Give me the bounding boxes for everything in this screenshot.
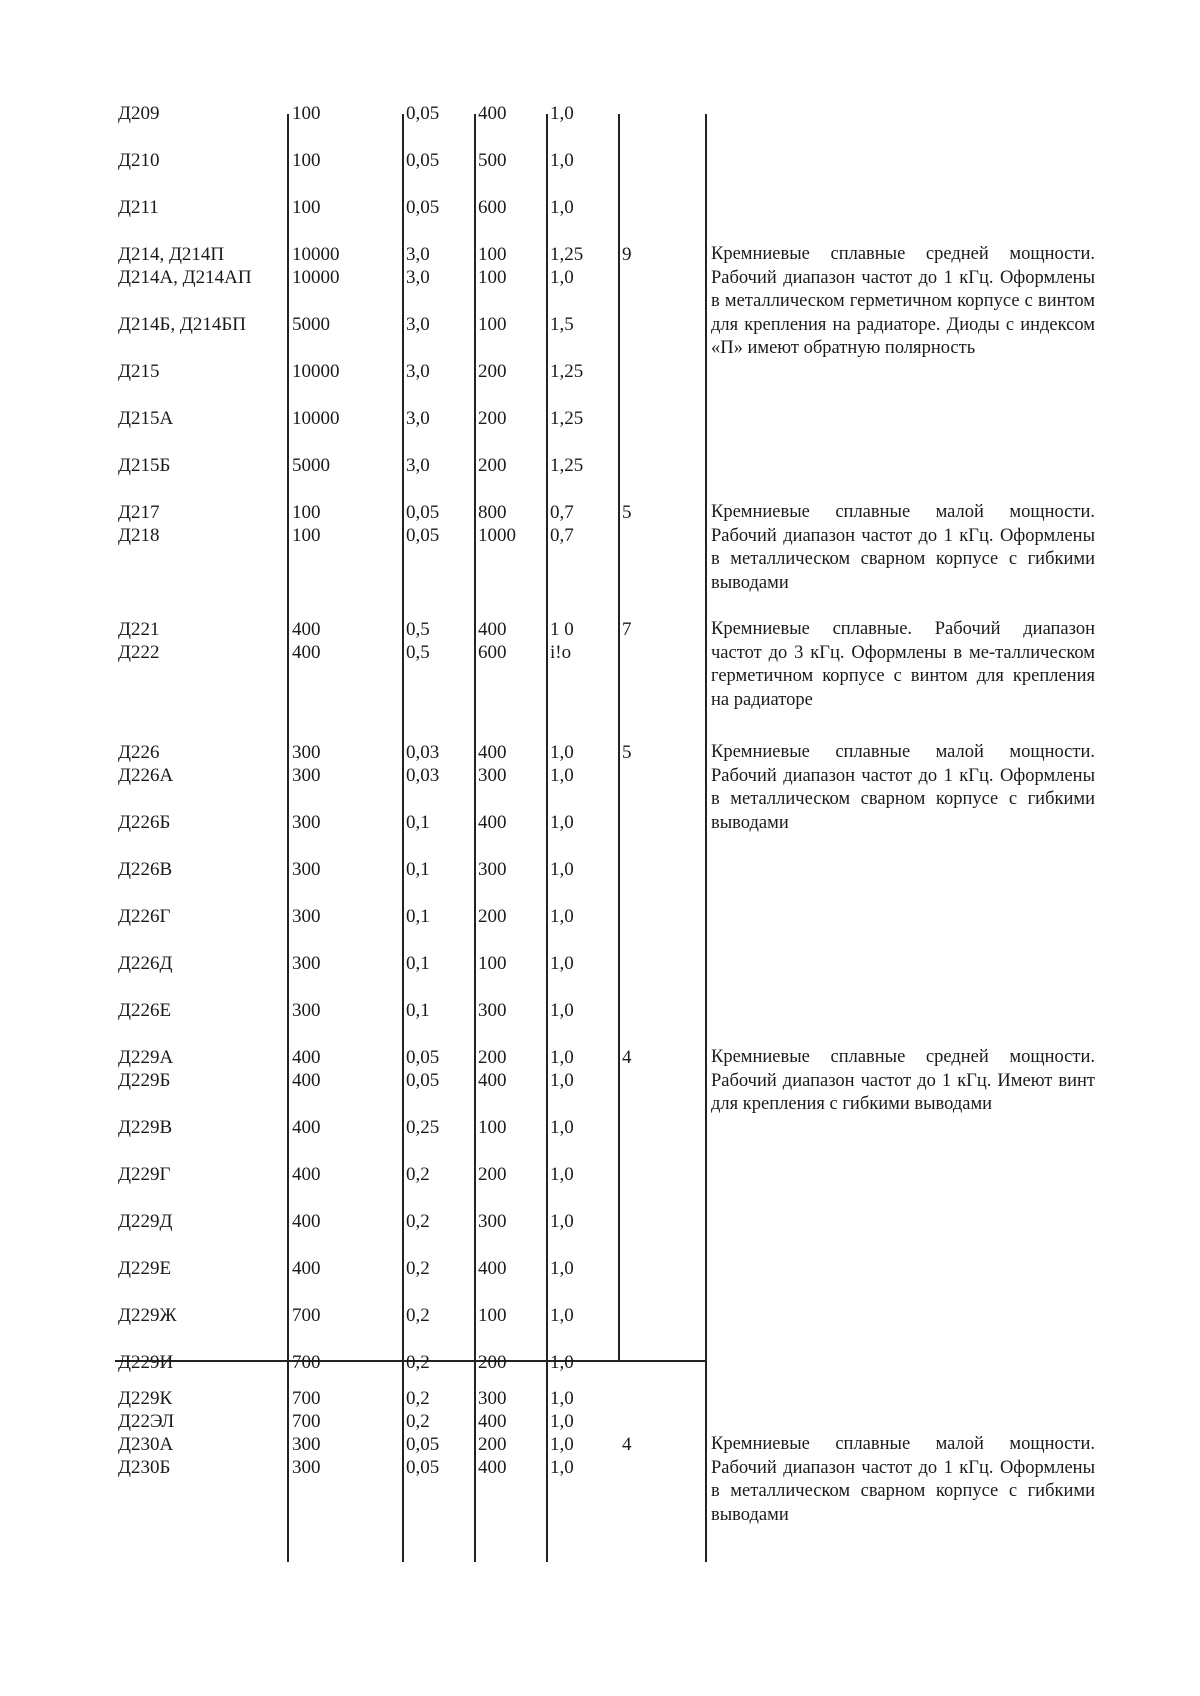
diode-type-cell: Д214Б, Д214БП bbox=[118, 314, 246, 335]
diode-type-cell: Д226А bbox=[118, 765, 174, 786]
column-divider bbox=[474, 114, 476, 1562]
frequency-cell: 800 bbox=[478, 502, 507, 523]
diode-type-cell: Д229К bbox=[118, 1388, 173, 1409]
reverse-voltage-cell: 10000 bbox=[292, 361, 340, 382]
forward-voltage-cell: 1,0 bbox=[550, 742, 574, 763]
forward-voltage-cell: 1,25 bbox=[550, 455, 584, 476]
frequency-cell: 200 bbox=[478, 455, 507, 476]
reverse-voltage-cell: 300 bbox=[292, 765, 321, 786]
frequency-cell: 400 bbox=[478, 812, 507, 833]
forward-voltage-cell: 1,0 bbox=[550, 1258, 574, 1279]
frequency-cell: 200 bbox=[478, 906, 507, 927]
forward-current-cell: 0,1 bbox=[406, 812, 430, 833]
frequency-cell: 300 bbox=[478, 765, 507, 786]
forward-current-cell: 3,0 bbox=[406, 244, 430, 265]
forward-current-cell: 0,05 bbox=[406, 525, 440, 546]
forward-voltage-cell: 1 0 bbox=[550, 619, 574, 640]
forward-voltage-cell: 1,0 bbox=[550, 1411, 574, 1432]
diode-type-cell: Д226В bbox=[118, 859, 173, 880]
diode-type-cell: Д217 bbox=[118, 502, 160, 523]
forward-current-cell: 3,0 bbox=[406, 361, 430, 382]
reverse-voltage-cell: 400 bbox=[292, 1211, 321, 1232]
forward-voltage-cell: 1,0 bbox=[550, 1000, 574, 1021]
reverse-voltage-cell: 5000 bbox=[292, 314, 330, 335]
reverse-voltage-cell: 400 bbox=[292, 1164, 321, 1185]
diode-type-cell: Д229Г bbox=[118, 1164, 171, 1185]
diode-type-cell: Д214, Д214П bbox=[118, 244, 225, 265]
diode-type-cell: Д229Д bbox=[118, 1211, 173, 1232]
reverse-voltage-cell: 300 bbox=[292, 1457, 321, 1478]
forward-current-cell: 3,0 bbox=[406, 314, 430, 335]
forward-voltage-cell: 1,0 bbox=[550, 1070, 574, 1091]
forward-voltage-cell: 1,0 bbox=[550, 906, 574, 927]
forward-current-cell: 0,1 bbox=[406, 906, 430, 927]
diode-type-cell: Д229Ж bbox=[118, 1305, 177, 1326]
forward-current-cell: 0,1 bbox=[406, 953, 430, 974]
forward-current-cell: 0,5 bbox=[406, 619, 430, 640]
frequency-cell: 300 bbox=[478, 1388, 507, 1409]
frequency-cell: 100 bbox=[478, 1117, 507, 1138]
frequency-cell: 400 bbox=[478, 619, 507, 640]
frequency-cell: 600 bbox=[478, 197, 507, 218]
description-text: Кремниевые сплавные средней мощности. Рабочий диапазон частот до 1 кГц. Оформлены в металлическом герметичном корпусе с винтом для крепления на радиаторе. Диоды с индексом «П» имеют обратную полярность bbox=[711, 244, 1095, 358]
forward-current-cell: 0,5 bbox=[406, 642, 430, 663]
forward-current-cell: 0,05 bbox=[406, 1434, 440, 1455]
description-text: Кремниевые сплавные средней мощности. Рабочий диапазон частот до 1 кГц. Имеют винт для крепления с гибкими выводами bbox=[711, 1047, 1095, 1114]
forward-current-cell: 0,2 bbox=[406, 1258, 430, 1279]
frequency-cell: 100 bbox=[478, 1305, 507, 1326]
forward-current-cell: 0,05 bbox=[406, 103, 440, 124]
forward-voltage-cell: 1,0 bbox=[550, 1305, 574, 1326]
reverse-voltage-cell: 300 bbox=[292, 953, 321, 974]
forward-current-cell: 0,25 bbox=[406, 1117, 440, 1138]
frequency-cell: 500 bbox=[478, 150, 507, 171]
diode-type-cell: Д229И bbox=[118, 1352, 174, 1373]
forward-voltage-cell: 0,7 bbox=[550, 525, 574, 546]
figure-number-cell: 4 bbox=[622, 1047, 632, 1068]
reverse-voltage-cell: 300 bbox=[292, 1000, 321, 1021]
reverse-voltage-cell: 700 bbox=[292, 1305, 321, 1326]
reverse-voltage-cell: 5000 bbox=[292, 455, 330, 476]
reverse-voltage-cell: 300 bbox=[292, 859, 321, 880]
forward-current-cell: 0,05 bbox=[406, 150, 440, 171]
figure-number-cell: 7 bbox=[622, 619, 632, 640]
forward-voltage-cell: 0,7 bbox=[550, 502, 574, 523]
description-text: Кремниевые сплавные малой мощности. Рабочий диапазон частот до 1 кГц. Оформлены в металлическом сварном корпусе с гибкими выводами bbox=[711, 502, 1095, 593]
figure-number-cell: 9 bbox=[622, 244, 632, 265]
forward-voltage-cell: 1,0 bbox=[550, 953, 574, 974]
frequency-cell: 200 bbox=[478, 408, 507, 429]
forward-current-cell: 0,05 bbox=[406, 1047, 440, 1068]
column-divider bbox=[705, 114, 707, 1562]
forward-current-cell: 0,2 bbox=[406, 1388, 430, 1409]
diode-type-cell: Д221 bbox=[118, 619, 160, 640]
figure-number-cell: 5 bbox=[622, 502, 632, 523]
frequency-cell: 200 bbox=[478, 1434, 507, 1455]
diode-type-cell: Д229В bbox=[118, 1117, 173, 1138]
forward-voltage-cell: 1,5 bbox=[550, 314, 574, 335]
diode-type-cell: Д22ЭЛ bbox=[118, 1411, 175, 1432]
forward-voltage-cell: 1,0 bbox=[550, 1457, 574, 1478]
description-text: Кремниевые сплавные малой мощности. Рабочий диапазон частот до 1 кГц. Оформлены в металлическом сварном корпусе с гибкими выводами bbox=[711, 1434, 1095, 1525]
reverse-voltage-cell: 400 bbox=[292, 1047, 321, 1068]
diode-type-cell: Д226Б bbox=[118, 812, 171, 833]
forward-voltage-cell: 1,0 bbox=[550, 103, 574, 124]
reverse-voltage-cell: 700 bbox=[292, 1411, 321, 1432]
diode-type-cell: Д214А, Д214АП bbox=[118, 267, 252, 288]
frequency-cell: 200 bbox=[478, 1047, 507, 1068]
frequency-cell: 1000 bbox=[478, 525, 516, 546]
forward-voltage-cell: 1,25 bbox=[550, 361, 584, 382]
reverse-voltage-cell: 10000 bbox=[292, 408, 340, 429]
reverse-voltage-cell: 700 bbox=[292, 1388, 321, 1409]
frequency-cell: 100 bbox=[478, 314, 507, 335]
diode-type-cell: Д229Е bbox=[118, 1258, 172, 1279]
forward-voltage-cell: 1,0 bbox=[550, 1164, 574, 1185]
diode-type-cell: Д210 bbox=[118, 150, 160, 171]
forward-voltage-cell: i!o bbox=[550, 642, 572, 663]
forward-voltage-cell: 1,0 bbox=[550, 1117, 574, 1138]
forward-voltage-cell: 1,0 bbox=[550, 1434, 574, 1455]
diode-type-cell: Д215А bbox=[118, 408, 174, 429]
forward-voltage-cell: 1,0 bbox=[550, 267, 574, 288]
frequency-cell: 100 bbox=[478, 244, 507, 265]
diode-type-cell: Д215Б bbox=[118, 455, 171, 476]
reverse-voltage-cell: 700 bbox=[292, 1352, 321, 1373]
diode-type-cell: Д230А bbox=[118, 1434, 174, 1455]
diode-type-cell: Д230Б bbox=[118, 1457, 171, 1478]
reverse-voltage-cell: 100 bbox=[292, 103, 321, 124]
forward-current-cell: 3,0 bbox=[406, 455, 430, 476]
reverse-voltage-cell: 400 bbox=[292, 1258, 321, 1279]
forward-current-cell: 0,05 bbox=[406, 197, 440, 218]
reverse-voltage-cell: 300 bbox=[292, 1434, 321, 1455]
frequency-cell: 300 bbox=[478, 1211, 507, 1232]
forward-voltage-cell: 1,25 bbox=[550, 244, 584, 265]
description-text: Кремниевые сплавные малой мощности. Рабочий диапазон частот до 1 кГц. Оформлены в металлическом сварном корпусе с гибкими выводами bbox=[711, 742, 1095, 833]
reverse-voltage-cell: 300 bbox=[292, 906, 321, 927]
frequency-cell: 400 bbox=[478, 1411, 507, 1432]
forward-voltage-cell: 1,0 bbox=[550, 1352, 574, 1373]
reverse-voltage-cell: 400 bbox=[292, 1070, 321, 1091]
forward-current-cell: 0,05 bbox=[406, 1457, 440, 1478]
description-text: Кремниевые сплавные. Рабочий диапазон частот до 3 кГц. Оформлены в ме-таллическом герметичном корпусе с винтом для крепления на радиаторе bbox=[711, 619, 1095, 710]
forward-current-cell: 0,1 bbox=[406, 859, 430, 880]
diode-type-cell: Д222 bbox=[118, 642, 160, 663]
forward-voltage-cell: 1,0 bbox=[550, 197, 574, 218]
diode-type-cell: Д215 bbox=[118, 361, 160, 382]
forward-current-cell: 0,05 bbox=[406, 502, 440, 523]
forward-current-cell: 3,0 bbox=[406, 408, 430, 429]
reverse-voltage-cell: 300 bbox=[292, 812, 321, 833]
forward-voltage-cell: 1,0 bbox=[550, 859, 574, 880]
forward-current-cell: 0,2 bbox=[406, 1352, 430, 1373]
column-divider bbox=[287, 114, 289, 1562]
frequency-cell: 300 bbox=[478, 859, 507, 880]
diode-type-cell: Д226Д bbox=[118, 953, 173, 974]
figure-number-cell: 4 bbox=[622, 1434, 632, 1455]
reverse-voltage-cell: 400 bbox=[292, 619, 321, 640]
forward-voltage-cell: 1,0 bbox=[550, 150, 574, 171]
forward-voltage-cell: 1,0 bbox=[550, 765, 574, 786]
forward-voltage-cell: 1,0 bbox=[550, 1211, 574, 1232]
frequency-cell: 400 bbox=[478, 1070, 507, 1091]
figure-number-cell: 5 bbox=[622, 742, 632, 763]
column-divider bbox=[546, 114, 548, 1562]
diode-type-cell: Д226Е bbox=[118, 1000, 172, 1021]
diode-type-cell: Д229А bbox=[118, 1047, 174, 1068]
reverse-voltage-cell: 100 bbox=[292, 197, 321, 218]
diode-type-cell: Д226Г bbox=[118, 906, 171, 927]
forward-current-cell: 0,2 bbox=[406, 1411, 430, 1432]
reverse-voltage-cell: 400 bbox=[292, 1117, 321, 1138]
forward-voltage-cell: 1,25 bbox=[550, 408, 584, 429]
forward-voltage-cell: 1,0 bbox=[550, 812, 574, 833]
frequency-cell: 400 bbox=[478, 103, 507, 124]
reverse-voltage-cell: 100 bbox=[292, 502, 321, 523]
forward-current-cell: 0,2 bbox=[406, 1211, 430, 1232]
reverse-voltage-cell: 10000 bbox=[292, 267, 340, 288]
diode-type-cell: Д226 bbox=[118, 742, 160, 763]
forward-voltage-cell: 1,0 bbox=[550, 1388, 574, 1409]
column-divider bbox=[402, 114, 404, 1562]
forward-voltage-cell: 1,0 bbox=[550, 1047, 574, 1068]
frequency-cell: 400 bbox=[478, 742, 507, 763]
forward-current-cell: 0,05 bbox=[406, 1070, 440, 1091]
diode-type-cell: Д218 bbox=[118, 525, 160, 546]
reverse-voltage-cell: 400 bbox=[292, 642, 321, 663]
column-divider bbox=[618, 114, 620, 1362]
frequency-cell: 300 bbox=[478, 1000, 507, 1021]
frequency-cell: 400 bbox=[478, 1457, 507, 1478]
forward-current-cell: 0,2 bbox=[406, 1164, 430, 1185]
forward-current-cell: 0,03 bbox=[406, 742, 440, 763]
reverse-voltage-cell: 300 bbox=[292, 742, 321, 763]
frequency-cell: 200 bbox=[478, 1164, 507, 1185]
frequency-cell: 100 bbox=[478, 267, 507, 288]
forward-current-cell: 3,0 bbox=[406, 267, 430, 288]
reverse-voltage-cell: 10000 bbox=[292, 244, 340, 265]
reverse-voltage-cell: 100 bbox=[292, 150, 321, 171]
forward-current-cell: 0,03 bbox=[406, 765, 440, 786]
frequency-cell: 100 bbox=[478, 953, 507, 974]
frequency-cell: 600 bbox=[478, 642, 507, 663]
diode-type-cell: Д211 bbox=[118, 197, 159, 218]
diode-type-cell: Д229Б bbox=[118, 1070, 171, 1091]
diode-type-cell: Д209 bbox=[118, 103, 160, 124]
frequency-cell: 200 bbox=[478, 361, 507, 382]
frequency-cell: 400 bbox=[478, 1258, 507, 1279]
forward-current-cell: 0,1 bbox=[406, 1000, 430, 1021]
reverse-voltage-cell: 100 bbox=[292, 525, 321, 546]
frequency-cell: 200 bbox=[478, 1352, 507, 1373]
forward-current-cell: 0,2 bbox=[406, 1305, 430, 1326]
